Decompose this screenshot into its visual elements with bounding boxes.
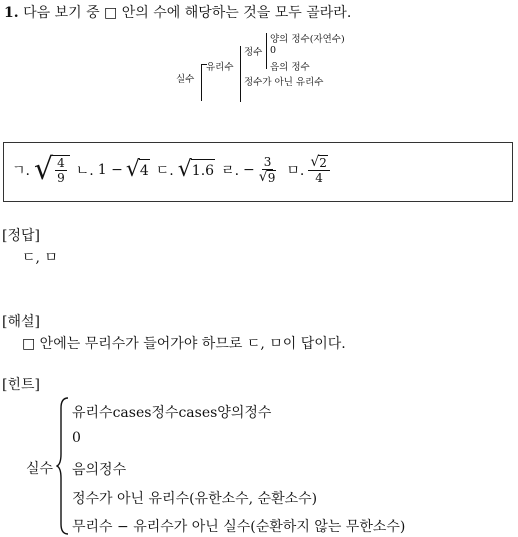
question-line	[4, 2, 351, 22]
choice-c	[156, 159, 215, 181]
sqrt-sign: √ 2	[310, 154, 327, 170]
hint-line-1: 유리수cases정수cases양의정수	[72, 405, 272, 421]
explanation-heading: [해설]	[2, 314, 40, 330]
sqrt-sign: √ 1.6	[177, 157, 215, 182]
choice-e-marker: ㅁ.	[286, 163, 305, 179]
hint-brace	[56, 396, 70, 536]
choice-e	[286, 155, 332, 185]
diagram-positive-integer: 양의 정수(자연수)	[270, 34, 345, 45]
choices-box	[3, 142, 513, 202]
sqrt-sign: √ $\frac{4}{9}$	[34, 155, 70, 185]
answer-heading: [정답]	[2, 228, 40, 244]
hint-line-2: 0	[72, 430, 81, 446]
choice-a-marker: ㄱ.	[12, 163, 30, 179]
choice-c-marker: ㄷ.	[155, 163, 174, 179]
sqrt-sign: √ 9	[258, 169, 276, 185]
answer-text: ㄷ, ㅁ	[22, 250, 58, 266]
choice-b-prefix: 1 −	[97, 162, 123, 178]
choice-c-radicand: 1.6	[191, 159, 215, 181]
choices-row	[12, 152, 338, 187]
hint-line-5: 무리수 − 유리수가 아닌 실수(순환하지 않는 무한소수)	[72, 519, 406, 535]
hint-root-label: 실수	[26, 461, 54, 477]
diagram-negative-integer: 음의 정수	[270, 62, 310, 73]
choice-d-den-radicand: 9	[267, 171, 276, 185]
hint-line-3: 음의정수	[72, 462, 127, 478]
diagram-non-integer-rational: 정수가 아닌 유리수	[244, 77, 324, 88]
question-number: 1.	[4, 5, 19, 21]
diagram-integer: 정수	[244, 47, 263, 58]
diagram-real: 실수	[176, 74, 195, 85]
choice-b-marker: ㄴ.	[75, 163, 94, 179]
hint-line-4: 정수가 아닌 유리수(유한소수, 순환소수)	[72, 491, 318, 507]
question-text: 다음 보기 중 □ 안의 수에 해당하는 것을 모두 골라라.	[23, 5, 352, 21]
choice-d-sign: −	[243, 162, 255, 178]
choice-b-radicand: 4	[139, 159, 150, 181]
diagram-rational: 유리수	[206, 62, 234, 73]
choice-a-denominator: 9	[57, 171, 65, 185]
choice-e-denominator: 4	[315, 171, 323, 185]
hint-heading: [힌트]	[2, 377, 40, 393]
choice-a	[12, 152, 70, 187]
choice-d-marker: ㄹ.	[221, 163, 240, 179]
choice-e-num-radicand: 2	[319, 156, 327, 170]
choice-d-numerator: 3	[263, 155, 272, 169]
choice-b	[76, 159, 150, 181]
choice-a-numerator: 4	[57, 156, 65, 170]
explanation-text: □ 안에는 무리수가 들어가야 하므로 ㄷ, ㅁ이 답이다.	[22, 336, 346, 352]
diagram-zero: 0	[270, 45, 277, 56]
choice-d	[221, 155, 280, 185]
sqrt-sign: √ 4	[125, 157, 149, 182]
